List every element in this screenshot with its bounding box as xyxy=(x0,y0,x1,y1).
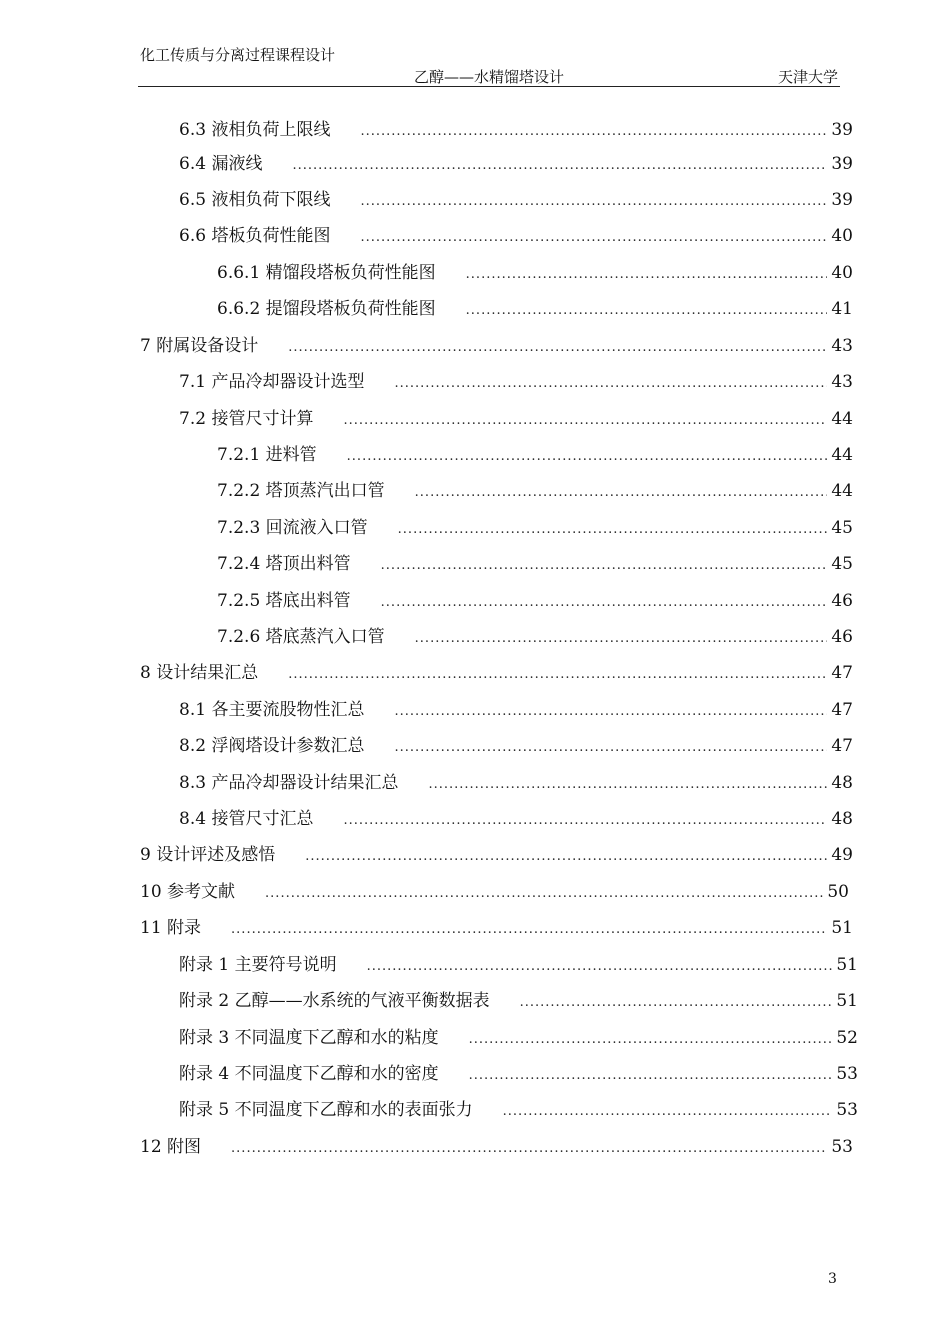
toc-entry-page: 44 xyxy=(831,409,853,429)
toc-entry-page: 53 xyxy=(836,1064,858,1084)
toc-entry-title: 6.6.1 精馏段塔板负荷性能图 xyxy=(217,263,436,283)
toc-leader-dots xyxy=(231,919,827,941)
toc-leader-dots xyxy=(265,883,823,905)
toc-leader-dots xyxy=(360,191,827,213)
toc-leader-dots xyxy=(503,1101,833,1123)
toc-entry-title: 7.2.5 塔底出料管 xyxy=(217,591,351,611)
toc-leader-dots xyxy=(360,227,827,249)
toc-entry-page: 53 xyxy=(831,1137,853,1157)
toc-entry[interactable] xyxy=(140,662,853,686)
toc-entry[interactable] xyxy=(179,1027,858,1051)
toc-entry-title: 6.6 塔板负荷性能图 xyxy=(179,226,331,246)
page-number: 3 xyxy=(828,1271,837,1287)
toc-entry-title: 附录 4 不同温度下乙醇和水的密度 xyxy=(179,1064,439,1084)
toc-leader-dots xyxy=(367,956,833,978)
toc-entry[interactable] xyxy=(140,1136,853,1160)
toc-entry-title: 6.6.2 提馏段塔板负荷性能图 xyxy=(217,299,436,319)
toc-leader-dots xyxy=(394,701,827,723)
toc-entry[interactable] xyxy=(179,225,853,249)
toc-entry-page: 52 xyxy=(836,1028,858,1048)
toc-leader-dots xyxy=(305,846,827,868)
toc-leader-dots xyxy=(415,482,828,504)
toc-entry-page: 46 xyxy=(831,591,853,611)
toc-entry-page: 50 xyxy=(827,882,849,902)
toc-leader-dots xyxy=(394,737,827,759)
toc-entry-page: 39 xyxy=(831,190,853,210)
toc-entry-page: 39 xyxy=(831,154,853,174)
toc-entry-title: 9 设计评述及感悟 xyxy=(140,845,276,865)
toc-entry-page: 41 xyxy=(831,299,853,319)
toc-entry[interactable] xyxy=(217,517,853,541)
toc-entry-title: 6.5 液相负荷下限线 xyxy=(179,190,331,210)
toc-leader-dots xyxy=(347,446,828,468)
toc-entry[interactable] xyxy=(217,262,853,286)
toc-entry-page: 51 xyxy=(831,918,853,938)
toc-entry[interactable] xyxy=(140,917,853,941)
toc-entry[interactable] xyxy=(179,408,853,432)
toc-entry[interactable] xyxy=(179,699,853,723)
toc-entry-page: 47 xyxy=(831,663,853,683)
toc-leader-dots xyxy=(415,628,828,650)
toc-entry-title: 7.2.4 塔顶出料管 xyxy=(217,554,351,574)
toc-entry-page: 46 xyxy=(831,627,853,647)
toc-entry-page: 49 xyxy=(831,845,853,865)
toc-entry[interactable] xyxy=(179,1099,858,1123)
toc-leader-dots xyxy=(292,155,827,177)
toc-leader-dots xyxy=(428,774,827,796)
toc-entry-title: 7 附属设备设计 xyxy=(140,336,259,356)
toc-leader-dots xyxy=(343,810,827,832)
toc-entry-page: 51 xyxy=(836,991,858,1011)
toc-entry-page: 47 xyxy=(831,700,853,720)
toc-entry-page: 43 xyxy=(831,372,853,392)
toc-entry-title: 7.2.3 回流液入口管 xyxy=(217,518,368,538)
toc-entry-page: 48 xyxy=(831,773,853,793)
toc-entry-page: 43 xyxy=(831,336,853,356)
toc-entry-title: 7.2.1 进料管 xyxy=(217,445,317,465)
toc-leader-dots xyxy=(288,664,827,686)
toc-entry-page: 44 xyxy=(831,481,853,501)
toc-entry[interactable] xyxy=(179,772,853,796)
toc-entry-title: 8.4 接管尺寸汇总 xyxy=(179,809,314,829)
toc-entry-title: 附录 1 主要符号说明 xyxy=(179,955,337,975)
toc-entry-title: 8.2 浮阀塔设计参数汇总 xyxy=(179,736,365,756)
toc-leader-dots xyxy=(381,592,828,614)
toc-entry-title: 附录 5 不同温度下乙醇和水的表面张力 xyxy=(179,1100,473,1120)
toc-entry-page: 47 xyxy=(831,736,853,756)
toc-entry-title: 7.1 产品冷却器设计选型 xyxy=(179,372,365,392)
toc-leader-dots xyxy=(469,1029,833,1051)
header-university: 天津大学 xyxy=(777,68,838,86)
toc-entry-page: 48 xyxy=(831,809,853,829)
toc-entry[interactable] xyxy=(217,298,853,322)
toc-entry[interactable] xyxy=(140,881,849,905)
toc-leader-dots xyxy=(231,1138,827,1160)
toc-entry-page: 51 xyxy=(836,955,858,975)
toc-entry[interactable] xyxy=(217,590,853,614)
toc-entry[interactable] xyxy=(140,335,853,359)
toc-leader-dots xyxy=(466,300,828,322)
header-rule xyxy=(138,86,840,87)
toc-leader-dots xyxy=(360,121,827,143)
toc-leader-dots xyxy=(288,337,827,359)
header-subject-title: 乙醇——水精馏塔设计 xyxy=(414,68,565,86)
toc-entry-page: 45 xyxy=(831,554,853,574)
toc-entry-page: 40 xyxy=(831,263,853,283)
toc-entry-title: 7.2.6 塔底蒸汽入口管 xyxy=(217,627,385,647)
toc-leader-dots xyxy=(381,555,828,577)
toc-entry[interactable] xyxy=(179,808,853,832)
toc-entry-title: 6.4 漏液线 xyxy=(179,154,263,174)
toc-entry[interactable] xyxy=(140,844,853,868)
toc-entry-page: 44 xyxy=(831,445,853,465)
toc-entry-title: 6.3 液相负荷上限线 xyxy=(179,120,331,140)
toc-entry-page: 45 xyxy=(831,518,853,538)
toc-entry-page: 39 xyxy=(831,120,853,140)
toc-entry[interactable] xyxy=(217,626,853,650)
header-course-title: 化工传质与分离过程课程设计 xyxy=(140,46,336,64)
toc-entry[interactable] xyxy=(179,119,853,143)
toc-entry-page: 40 xyxy=(831,226,853,246)
toc-entry[interactable] xyxy=(179,153,853,177)
toc-entry-page: 53 xyxy=(836,1100,858,1120)
toc-entry-title: 8.3 产品冷却器设计结果汇总 xyxy=(179,773,399,793)
toc-leader-dots xyxy=(343,410,827,432)
toc-leader-dots xyxy=(520,992,833,1014)
toc-entry-title: 附录 2 乙醇——水系统的气液平衡数据表 xyxy=(179,991,490,1011)
toc-entry-title: 11 附录 xyxy=(140,918,202,938)
toc-entry-title: 10 参考文献 xyxy=(140,882,236,902)
toc-entry[interactable] xyxy=(179,371,853,395)
toc-entry-title: 7.2.2 塔顶蒸汽出口管 xyxy=(217,481,385,501)
toc-entry[interactable] xyxy=(179,189,853,213)
toc-entry-title: 12 附图 xyxy=(140,1137,202,1157)
toc-entry[interactable] xyxy=(179,1063,858,1087)
toc-entry[interactable] xyxy=(179,954,858,978)
toc-entry-title: 8 设计结果汇总 xyxy=(140,663,259,683)
toc-leader-dots xyxy=(398,519,828,541)
toc-entry[interactable] xyxy=(217,444,853,468)
toc-entry-title: 附录 3 不同温度下乙醇和水的粘度 xyxy=(179,1028,439,1048)
toc-entry[interactable] xyxy=(217,553,853,577)
toc-entry[interactable] xyxy=(179,990,858,1014)
toc-entry[interactable] xyxy=(217,480,853,504)
toc-leader-dots xyxy=(394,373,827,395)
toc-entry-title: 7.2 接管尺寸计算 xyxy=(179,409,314,429)
toc-leader-dots xyxy=(469,1065,833,1087)
toc-leader-dots xyxy=(466,264,828,286)
toc-entry-title: 8.1 各主要流股物性汇总 xyxy=(179,700,365,720)
toc-entry[interactable] xyxy=(179,735,853,759)
